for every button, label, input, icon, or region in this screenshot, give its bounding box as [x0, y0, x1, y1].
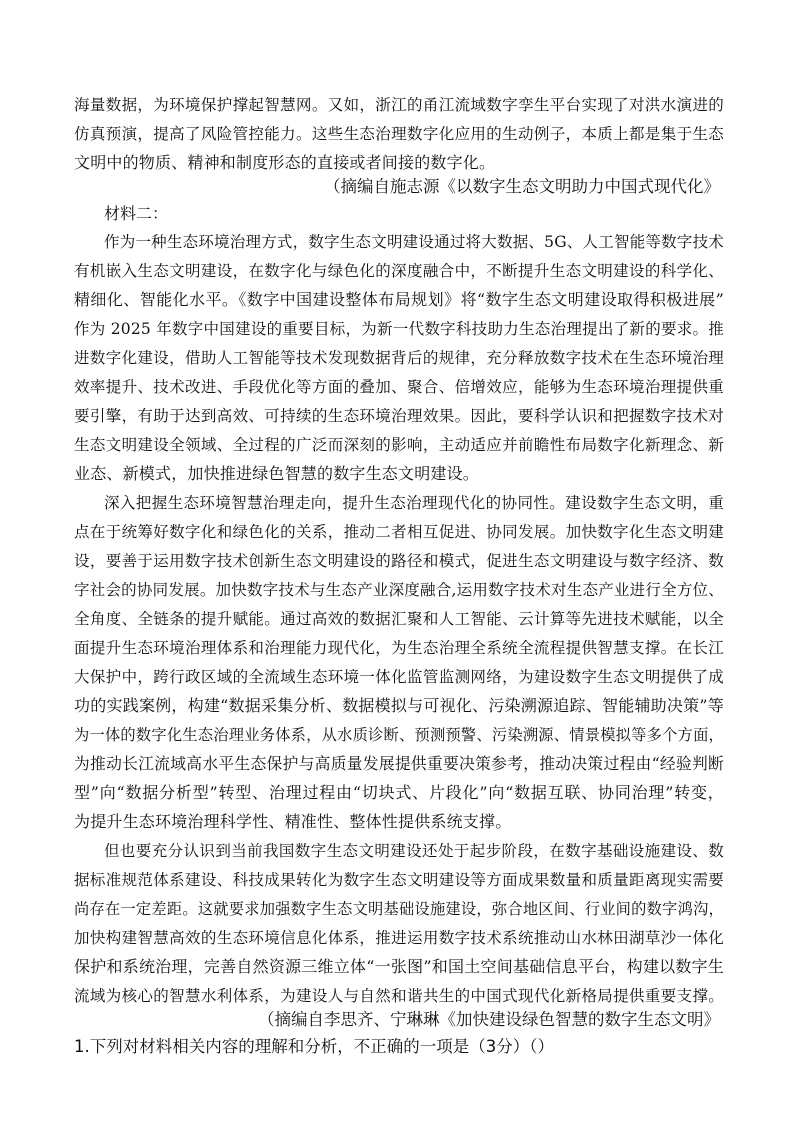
paragraph-line: 但也要充分认识到当前我国数字生态文明建设还处于起步阶段，在数字基础设施建设、数 [104, 842, 724, 860]
paragraph-line: 效率提升、技术改进、手段优化等方面的叠加、聚合、倍增效应，能够为生态环境治理提供重 [74, 378, 724, 396]
paragraph-line: 大保护中，跨行政区域的全流域生态环境一体化监管监测网络，为建设数字生态文明提供了成 [74, 668, 724, 686]
paragraph-line: 全角度、全链条的提升赋能。通过高效的数据汇聚和人工智能、云计算等先进技术赋能，以全 [74, 610, 724, 628]
paragraph-line: 加快构建智慧高效的生态环境信息化体系，推进运用数字技术系统推动山水林田湖草沙一体化 [74, 929, 724, 947]
paragraph-line: 为一体的数字化生态治理业务体系，从水质诊断、预测预警、污染溯源、情景模拟等多个方面， [74, 726, 724, 744]
paragraph-line: 面提升生态环境治理体系和治理能力现代化，为生态治理全系统全流程提供智慧支撑。在长江 [74, 639, 724, 657]
paragraph-line: 字社会的协同发展。加快数字技术与生态产业深度融合,运用数字技术对生态产业进行全方位、 [74, 581, 724, 599]
paragraph-line: 作为一种生态环境治理方式，数字生态文明建设通过将大数据、5G、人工智能等数字技术 [104, 233, 724, 251]
paragraph-line: 保护和系统治理，完善自然资源三维立体“一张图”和国土空间基础信息平台，构建以数字生 [74, 957, 724, 976]
paragraph-line: 有机嵌入生态文明建设，在数字化与绿色化的深度融合中，不断提升生态文明建设的科学化、 [74, 262, 724, 280]
paragraph-line: 为提升生态环境治理科学性、精准性、整体性提供系统支撑。 [74, 812, 512, 831]
material1-line: 海量数据，为环境保护撑起智慧网。又如，浙江的甬江流域数字孪生平台实现了对洪水演进的 [74, 96, 724, 114]
material2-source: （摘编自李思齐、宁琳琳《加快建设绿色智慧的数字生态文明》 [258, 1010, 720, 1029]
paragraph-line: 点在于统筹好数字化和绿色化的关系，推动二者相互促进、协同发展。加快数字化生态文明建 [74, 523, 724, 541]
paragraph-line: 生态文明建设全领域、全过程的广泛而深刻的影响，主动适应并前瞻性布局数字化新理念、新 [74, 436, 724, 454]
paragraph-line: 型”向“数据分析型”转型、治理过程由“切块式、片段化”向“数据互联、协同治理”转变， [74, 783, 724, 802]
material1-source: （摘编自施志源《以数字生态文明助力中国式现代化》 [324, 177, 720, 196]
paragraph-line: 流域为核心的智慧水利体系，为建设人与自然和谐共生的中国式现代化新格局提供重要支撑。 [74, 987, 724, 1005]
material1-line: 文明中的物质、精神和制度形态的直接或者间接的数字化。 [74, 153, 496, 172]
paragraph-line: 业态、新模式，加快推进绿色智慧的数字生态文明建设。 [74, 464, 480, 483]
paragraph-line: 功的实践案例，构建“数据采集分析、数据模拟与可视化、污染溯源追踪、智能辅助决策”等 [74, 696, 724, 715]
paragraph-line: 精细化、智能化水平。《数字中国建设整体布局规划》将“数字生态文明建设取得积极进展” [74, 290, 724, 309]
paragraph-line: 深入把握生态环境智慧治理走向，提升生态治理现代化的协同性。建设数字生态文明，重 [104, 494, 724, 512]
paragraph-line: 为推动长江流域高水平生态保护与高质量发展提供重要决策参考，推动决策过程由“经验判断 [74, 754, 724, 773]
paragraph-line: 要引擎，有助于达到高效、可持续的生态环境治理效果。因此，要科学认识和把握数字技术对 [74, 407, 724, 425]
paragraph-line: 尚存在一定差距。这就要求加强数字生态文明基础设施建设，弥合地区间、行业间的数字鸿沟， [74, 900, 724, 918]
question-1: 1.下列对材料相关内容的理解和分析，不正确的一项是（3分）（） [74, 1037, 554, 1056]
material1-line: 仿真预演，提高了风险管控能力。这些生态治理数字化应用的生动例子，本质上都是集于生态 [74, 125, 724, 143]
paragraph-line: 据标准规范体系建设、科技成果转化为数字生态文明建设等方面成果数量和质量距离现实需要 [74, 871, 724, 889]
paragraph-line: 设，要善于运用数字技术创新生态文明建设的路径和模式，促进生态文明建设与数字经济、数 [74, 552, 724, 570]
paragraph-line: 作为 2025 年数字中国建设的重要目标，为新一代数字科技助力生态治理提出了新的要求。推 [74, 320, 724, 338]
paragraph-line: 进数字化建设，借助人工智能等技术发现数据背后的规律，充分释放数字技术在生态环境治理 [74, 349, 724, 367]
material2-label: 材料二： [104, 204, 169, 223]
